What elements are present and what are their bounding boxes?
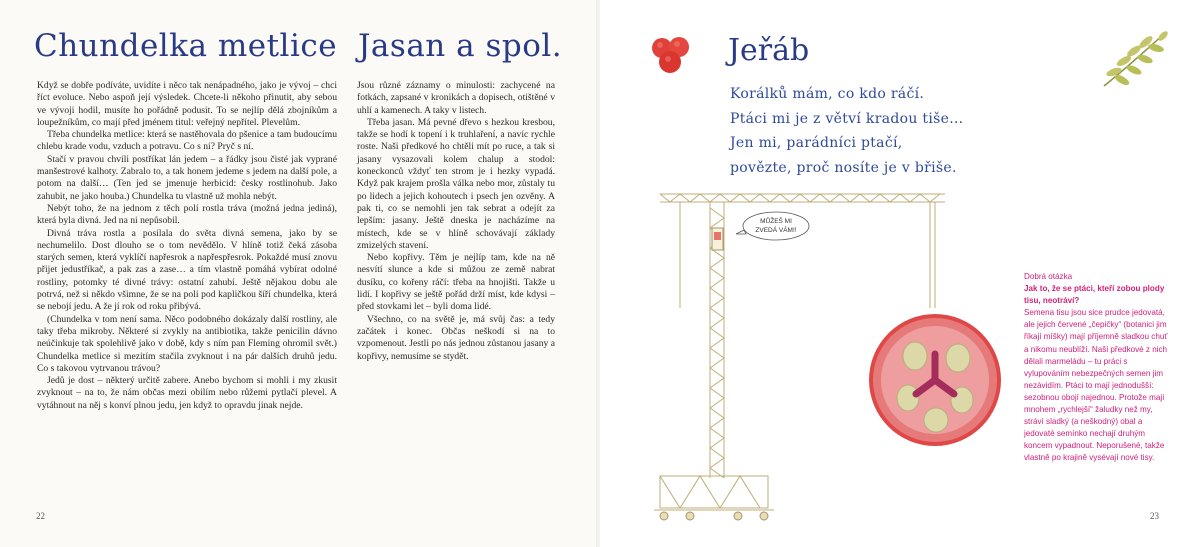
crane-illustration bbox=[640, 188, 1010, 533]
paragraph: Jsou různé záznamy o minulosti: zachycené na fotkách, zapsané v kronikách a dopisech, otištěné v uhlí a kamenech. A taky v listech. bbox=[357, 80, 555, 116]
paragraph: Třeba jasan. Má pevné dřevo s hezkou kresbou, takže se hodí k topení i k truhlaření, a navíc rychle roste. Naši předkové ho chtěli mít po ruce, a tak si jasany vysazovali kolem chalup a stodol: koneckonců vždyť ten strom je i hezky vypadá. Když pak krajem prošla válka nebo mor, zůstaly tu po lidech a jejich kohoutech i psech jen ozvěny. A pak ti, co se nemohli jen tak sebrat a odejít za lepším: jasany. Ještě dneska je nacházíme na místech, kde se v hlíně schovávají základy zmizelých stavení. bbox=[357, 116, 555, 251]
page-title-jasan: Jasan a spol. bbox=[358, 28, 563, 64]
sidebar-heading: Dobrá otázka bbox=[1024, 272, 1073, 281]
page-title-jerab: Jeřáb bbox=[728, 33, 810, 68]
paragraph: Stačí v pravou chvíli postříkat lán jedem – a řádky jsou čisté jak vyprané manšestrové kalhoty. Zabralo to, a tak honem jedeme s jedem na další pole, a potom na další… (Ten jed se jmenuje herbicid: česky rostlinohub. Jako zahubit, ne jako houba.) Chundelka tu vlastně už mohla nebýt. bbox=[37, 153, 337, 202]
page-number-right: 23 bbox=[1150, 511, 1159, 521]
poem-line: Jen mi, parádníci ptačí, bbox=[730, 135, 903, 151]
poem-line: Ptáci mi je z větví kradou tiše… bbox=[730, 110, 964, 127]
poem bbox=[730, 82, 963, 180]
sidebar-body: Semena tisu jsou sice prudce jedovatá, ale jejich červené „čepičky“ (botanici jim říkají míšky) mají příjemně sladkou chuť a nikomu neublíží. Naši předkové z nich dělali marmeládu – tu práci s vylupováním nebezpečných semen jim nezávidím. Ptáci to mají jednodušší: sezobnou obojí najednou. Protože mají mnohem „rychlejší“ žaludky než my, stráví sladký (a neškodný) obal a jedovaté semínko nechají druhým koncem vypadnout. Neporušené, takže vlastně po krajině vysévají nové tisy. bbox=[1024, 308, 1168, 463]
page-title-chundelka: Chundelka metlice bbox=[34, 28, 338, 64]
paragraph: Nebo kopřivy. Těm je nejlíp tam, kde na ně nesvítí slunce a kde si můžou ze země nabrat dusíku, co kořeny ráčí: třeba na hnojišti. Takže u lidí. I kopřivy se ještě pořád drží míst, kde kdysi – před stovkami let – byli doma lidé. bbox=[357, 252, 555, 313]
did-you-know-box bbox=[1024, 271, 1172, 465]
paragraph: Třeba chundelka metlice: která se nastěhovala do pšenice a tam budoucímu chlebu krade vodu, vzduch a potravu. Co s ní? Pryč s ní. bbox=[37, 129, 337, 153]
page-number-left: 22 bbox=[36, 511, 45, 521]
paragraph: Jedů je dost – některý určitě zabere. Anebo bychom si mohli i my zkusit zvyknout – na to, že nám občas mezi obilím nebo růžemi pytlačí plevel. A vytáhnout na něj s konví plnou jedu, jen když to opravdu jinak nejde. bbox=[37, 375, 337, 411]
rowan-berries-illustration bbox=[648, 34, 694, 76]
paragraph: (Chundelka v tom není sama. Něco podobného dokázaly další rostliny, ale taky třeba mikroby. Některé si zvykly na antibiotika, takže penicilin dávno neúčinkuje tak spolehlivě jako v době, kdy s ním pan Fleming ohromil svět.) Chundelka metlice si mezitím stačila zvyknout i na pár dalších druhů jedu. Co s takovou vytrvanou trávou? bbox=[37, 313, 337, 374]
text-column-right bbox=[357, 80, 555, 363]
poem-line: povězte, proč nosíte je v břiše. bbox=[730, 159, 957, 176]
sidebar-question: Jak to, že se ptáci, kteří zobou plody tisu, neotráví? bbox=[1024, 284, 1165, 306]
rowan-leaf-illustration bbox=[1100, 30, 1170, 90]
paragraph: Všechno, co na světě je, má svůj čas: a tedy začátek i konec. Občas neškodí si na to vzpomenout. Jestli po nás jednou zůstanou jasany a kopřivy, nemusíme se stydět. bbox=[357, 313, 555, 362]
speech-bubble-line: ZVEDÁ VÁM!! bbox=[755, 227, 797, 234]
paragraph: Nebýt toho, že na jednom z těch polí rostla tráva (možná jedna jediná), která byla divná. Jed na ni nepůsobil. bbox=[37, 202, 337, 227]
speech-bubble-line: MŮŽEŠ MI bbox=[760, 218, 792, 225]
text-column-left bbox=[37, 80, 337, 412]
paragraph: Když se dobře podíváte, uvidíte i něco tak nenápadného, jako je vývoj – chci říct evoluce. Nebo aspoň její výsledek. Chcete-li někoho přinutit, aby sebou ve vývoji hodil, musíte ho pořádně podusit. To se nejlíp dělá zbojníkům a loupežníkům, co mají před jménem titul: veřejný nepřítel. Plevelům. bbox=[37, 80, 337, 128]
paragraph: Divná tráva rostla a posílala do světa divná semena, jako by se nechumelilo. Dost dlouho se o tom nevědělo. V hlíně totiž čeká zásoba starých semen, která vyklíčí napřesrok a napřespřesrok. Pokaždé musí znovu přijet jedustříkač, a pak zas a zase… a tím vlastně pomáhá vybírat odolné rostliny, potomky té divné trávy: ostatní zahubí. Ještě nějakou dobu ale potrvá, než si někdo všimne, že se na poli pod kapličkou šíří chundelka, která se nebojí jedu. A že jí rok od roku přibývá. bbox=[37, 227, 337, 313]
poem-line: Korálků mám, co kdo ráčí. bbox=[730, 86, 925, 102]
